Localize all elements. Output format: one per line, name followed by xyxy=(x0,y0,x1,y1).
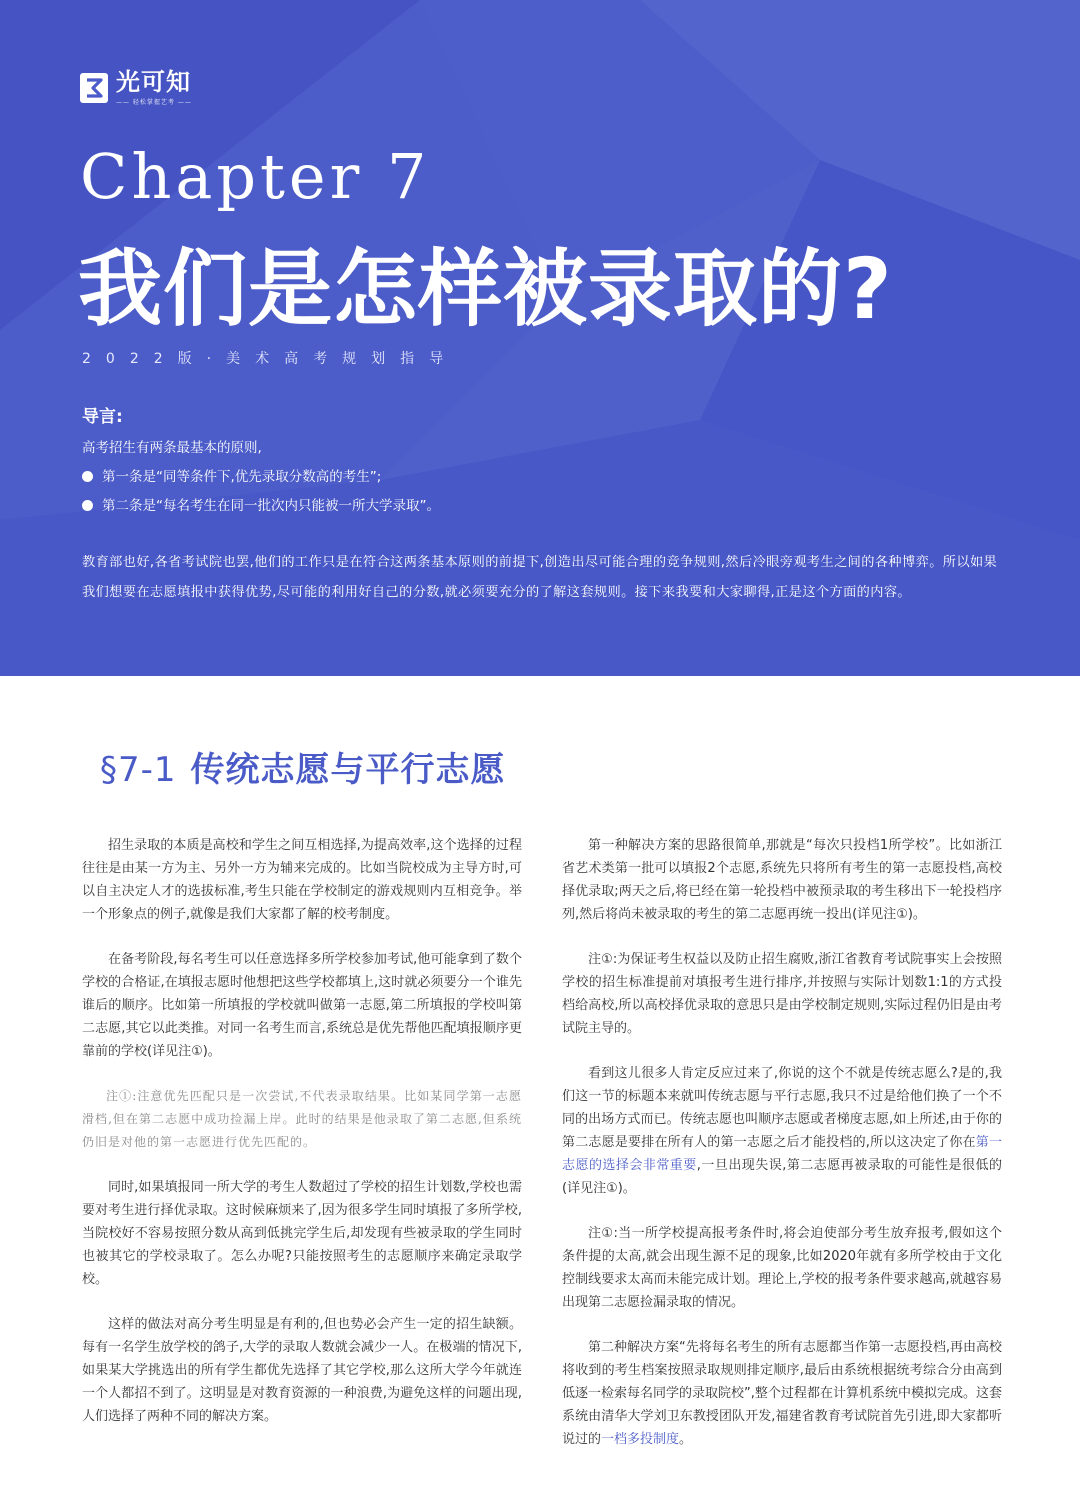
intro-heading: 导言: xyxy=(82,407,123,427)
chapter-header-banner xyxy=(0,0,1080,676)
footnote-paragraph: 注①:为保证考生权益以及防止招生腐败,浙江省教育考试院事实上会按照学校的招生标准提前对填报考生进行排序,并按照与实际计划数1:1的方式投档给高校,所以高校择优录取的意思只是由学校制定规则,实际过程仍旧是由考试院主导的。 xyxy=(562,952,1002,1036)
intro-bullet-item xyxy=(82,494,440,514)
page-title: 我们是怎样被录取的? xyxy=(78,240,893,338)
section-title: 传统志愿与平行志愿 xyxy=(190,750,506,790)
bullet-dot-icon xyxy=(82,500,93,511)
body-paragraph: 第一种解决方案的思路很简单,那就是“每次只投档1所学校”。比如浙江省艺术类第一批可以填报2个志愿,系统先只将所有考生的第一志愿投档,高校择优录取;两天之后,将已经在第一轮投档中被预录取的考生移出下一轮投档序列,然后将尚未被录取的考生的第二志愿再统一投出(详见注①)。 xyxy=(562,838,1002,922)
highlight-text: 第一志愿的选择会非常重要 xyxy=(562,1135,1002,1173)
highlight-text: 一档多投制度 xyxy=(601,1432,680,1447)
left-column xyxy=(82,834,522,1450)
body-paragraph xyxy=(562,1336,1002,1451)
body-paragraph: 同时,如果填报同一所大学的考生人数超过了学校的招生计划数,学校也需要对考生进行择优录取。这时候麻烦来了,因为很多学生同时填报了多所学校,当院校好不容易按照分数从高到低挑完学生后,却发现有些被录取的学生同时也被其它的学校录取了。怎么办呢?只能按照考生的志愿顺序来确定录取学校。 xyxy=(82,1180,522,1287)
intro-paragraph: 教育部也好,各省考试院也罢,他们的工作只是在符合这两条基本原则的前提下,创造出尽可能合理的竞争规则,然后冷眼旁观考生之间的各种博弈。所以如果我们想要在志愿填报中获得优势,尽可能的利用好自己的分数,就必须要充分的了解这套规则。接下来我要和大家聊得,正是这个方面的内容。 xyxy=(82,555,998,600)
logo-mark-icon xyxy=(80,73,108,103)
brand-name: 光可知 xyxy=(116,68,191,96)
intro-bullet-text: 第一条是“同等条件下,优先录取分数高的考生”; xyxy=(102,469,382,485)
section-heading xyxy=(100,742,506,791)
paragraph-text: ,一旦出现失误,第二志愿再被录取的可能性是很低的(详见注①)。 xyxy=(562,1158,1002,1196)
footnote-paragraph: 注①:注意优先匹配只是一次尝试,不代表录取结果。比如某同学第一志愿滑档,但在第二志愿中成功捡漏上岸。此时的结果是他录取了第二志愿,但系统仍旧是对他的第一志愿进行优先匹配的。 xyxy=(82,1089,522,1149)
chapter-label: Chapter 7 xyxy=(80,140,431,213)
footnote-paragraph: 注①:当一所学校提高报考条件时,将会迫使部分考生放弃报考,假如这个条件提的太高,就会出现生源不足的现象,比如2020年就有多所学校由于文化控制线要求太高而未能完成计划。理论上,学校的报考条件要求越高,就越容易出现第二志愿捡漏录取的情况。 xyxy=(562,1226,1002,1310)
section-number: §7-1 xyxy=(100,750,177,790)
body-paragraph xyxy=(562,1062,1002,1200)
page-subtitle: 2022版·美术高考规划指导 xyxy=(82,351,459,367)
paragraph-text: 第二种解决方案“先将每名考生的所有志愿都当作第一志愿投档,再由高校将收到的考生档案按照录取规则排定顺序,最后由系统根据统考综合分由高到低逐一检索每名同学的录取院校”,整个过程都在计算机系统中模拟完成。这套系统由清华大学刘卫东教授团队开发,福建省教育考试院首先引进,即大家都听说过的 xyxy=(562,1340,1002,1447)
paragraph-text: 。 xyxy=(679,1432,693,1447)
right-column xyxy=(562,834,1002,1473)
body-paragraph: 招生录取的本质是高校和学生之间互相选择,为提高效率,这个选择的过程往往是由某一方为主、另外一方为辅来完成的。比如当院校成为主导方时,可以自主决定人才的选拔标准,考生只能在学校制定的游戏规则内互相竞争。举一个形象点的例子,就像是我们大家都了解的校考制度。 xyxy=(82,838,522,922)
brand-tagline: —— 轻松掌握艺考 —— xyxy=(116,99,192,106)
intro-bullet-text: 第二条是“每名考生在同一批次内只能被一所大学录取”。 xyxy=(102,498,440,514)
intro-bullet-item xyxy=(82,465,381,485)
paragraph-text: 看到这儿很多人肯定反应过来了,你说的这个不就是传统志愿么?是的,我们这一节的标题本来就叫传统志愿与平行志愿,我只不过是给他们换了一个不同的出场方式而已。传统志愿也叫顺序志愿或者梯度志愿,如上所述,由于你的第二志愿是要排在所有人的第一志愿之后才能投档的,所以这决定了你在 xyxy=(562,1066,1002,1150)
intro-lead: 高考招生有两条最基本的原则, xyxy=(82,440,262,456)
bullet-dot-icon xyxy=(82,471,93,482)
body-paragraph: 这样的做法对高分考生明显是有利的,但也势必会产生一定的招生缺额。每有一名学生放学校的鸽子,大学的录取人数就会减少一人。在极端的情况下,如果某大学挑选出的所有学生都优先选择了其它学校,那么这所大学今年就连一个人都招不到了。这明显是对教育资源的一种浪费,为避免这样的问题出现,人们选择了两种不同的解决方案。 xyxy=(82,1317,522,1424)
brand-logo xyxy=(80,70,192,106)
body-paragraph: 在备考阶段,每名考生可以任意选择多所学校参加考试,他可能拿到了数个学校的合格证,在填报志愿时他想把这些学校都填上,这时就必须要分一个谁先谁后的顺序。比如第一所填报的学校就叫做第一志愿,第二所填报的学校叫第二志愿,其它以此类推。对同一名考生而言,系统总是优先帮他匹配填报顺序更靠前的学校(详见注①)。 xyxy=(82,952,522,1059)
